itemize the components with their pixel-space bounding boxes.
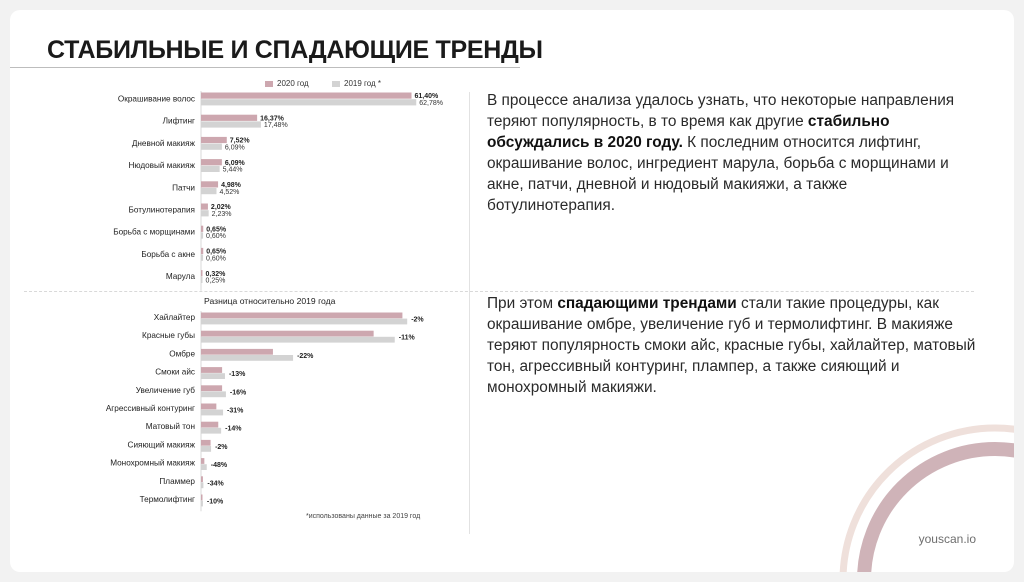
bar-2019-матовый-тон [201, 428, 221, 434]
bar-2019-лифтинг [201, 121, 261, 127]
diff-label-хайлайтер: -2% [411, 316, 424, 324]
category-label-нюдовый-макияж: Нюдовый макияж [128, 161, 195, 171]
bar-2019-дневной-макияж [201, 144, 222, 150]
value-label-2019-борьба-с-морщинами: 0,60% [206, 233, 226, 241]
category-label-лифтинг: Лифтинг [162, 116, 195, 126]
category-label-окрашивание-волос: Окрашивание волос [117, 94, 195, 104]
p1-text-end: К последним относится лифтинг, окрашивание волос, ингредиент марула, борьба с морщинами и акне, патчи, дневной и нюдовый макияжи, а также ботулинотерапия. [487, 134, 949, 214]
diff-label-смоки-айс: -13% [228, 371, 246, 379]
paragraph-declining [487, 293, 977, 398]
page-title: СТАБИЛЬНЫЕ И СПАДАЮЩИЕ ТРЕНДЫ [47, 36, 543, 64]
p2-text-end: стали такие процедуры, как окрашивание омбре, увеличение губ и термолифтинг. В макияже теряют популярность смоки айс, красные губы, хайлайтер, матовый тон, агрессивный контуринг, плампер, а также сияющий и монохромный макияжи. [487, 295, 976, 396]
value-label-2019-патчи: 4,52% [219, 188, 240, 196]
category-label-патчи: Патчи [172, 183, 195, 193]
p2-text: При этом [487, 295, 558, 312]
bar-2019-патчи [201, 188, 216, 194]
bar-2020-борьба-с-акне [201, 248, 203, 254]
diff-label-красные-губы: -11% [398, 334, 415, 342]
diff-label-увеличение-губ: -16% [229, 389, 247, 397]
paragraph-stable [487, 90, 977, 216]
bar-2019-хайлайтер [201, 319, 407, 325]
category-label-омбре: Омбре [169, 349, 195, 359]
category-label-пламмер: Пламмер [159, 476, 195, 486]
value-label-2019-ботулинотерапия: 2,23% [211, 211, 232, 218]
bar-2019-омбре [201, 355, 293, 361]
category-label-сияющий-макияж: Сияющий макияж [127, 440, 195, 450]
category-label-монохромный-макияж: Монохромный макияж [110, 458, 195, 468]
category-label-смоки-айс: Смоки айс [155, 367, 195, 377]
p1-bold: стабильно обсуждались в 2020 году. [487, 113, 890, 151]
value-label-2020-борьба-с-акне: 0,65% [206, 248, 227, 256]
bar-2020-патчи [201, 181, 218, 187]
bar-2020-борьба-с-морщинами [201, 226, 203, 232]
chart2-title: Разница относительно 2019 года [204, 296, 336, 306]
category-label-красные-губы: Красные губы [142, 331, 195, 341]
bar-2019-ботулинотерапия [201, 210, 209, 216]
bar-2020-монохромный-макияж [201, 458, 204, 464]
bar-2019-увеличение-губ [201, 391, 226, 397]
value-label-2020-лифтинг: 16,37% [260, 115, 284, 123]
bar-2019-сияющий-макияж [201, 446, 211, 452]
bar-2019-агрессивный-контуринг [201, 410, 223, 416]
bar-2019-окрашивание-волос [201, 99, 416, 105]
p1-text: В процессе анализа удалось узнать, что некоторые направления теряют популярность, в то время как другие [487, 92, 955, 130]
diff-label-термолифтинг: -10% [206, 498, 224, 506]
bar-2020-термолифтинг [201, 495, 203, 501]
legend-label-2019: 2019 год * [344, 79, 382, 88]
value-label-2019-окрашивание-волос: 62,78% [419, 100, 443, 107]
brand-logo: youscan.io [918, 532, 976, 546]
bar-2020-хайлайтер [201, 313, 402, 319]
bar-2019-монохромный-макияж [201, 464, 207, 470]
diff-label-сияющий-макияж: -2% [215, 443, 228, 451]
value-label-2020-патчи: 4,98% [221, 182, 241, 189]
bar-2019-термолифтинг [201, 501, 203, 507]
bar-2020-дневной-макияж [201, 137, 227, 143]
value-label-2020-марула: 0,32% [205, 270, 226, 278]
diff-label-пламмер: -34% [207, 480, 224, 488]
bar-2020-смоки-айс [201, 367, 222, 373]
category-label-борьба-с-морщинами: Борьба с морщинами [113, 227, 195, 237]
category-label-ботулинотерапия: Ботулинотерапия [128, 205, 195, 215]
bar-2019-марула [201, 277, 203, 283]
bar-2019-пламмер [201, 482, 203, 488]
bar-2020-пламмер [201, 476, 203, 482]
value-label-2019-лифтинг: 17,48% [263, 122, 288, 130]
bar-2020-агрессивный-контуринг [201, 404, 216, 410]
value-label-2020-дневной-макияж: 7,52% [229, 137, 250, 145]
diff-label-матовый-тон: -14% [225, 425, 242, 433]
value-label-2020-ботулинотерапия: 2,02% [210, 204, 231, 212]
diff-label-агрессивный-контуринг: -31% [227, 407, 244, 415]
category-label-хайлайтер: Хайлайтер [153, 313, 195, 322]
bar-2020-сияющий-макияж [201, 440, 211, 446]
bar-2019-борьба-с-морщинами [201, 232, 203, 238]
bar-2020-нюдовый-макияж [201, 159, 222, 165]
value-label-2020-борьба-с-морщинами: 0,65% [206, 226, 227, 234]
column-divider [469, 92, 470, 534]
bar-2020-матовый-тон [201, 422, 218, 428]
bar-charts [10, 10, 469, 530]
bar-2020-омбре [201, 349, 273, 355]
bar-2019-красные-губы [201, 337, 395, 343]
diff-label-монохромный-макияж: -48% [210, 462, 228, 470]
bar-2020-увеличение-губ [201, 385, 222, 391]
bar-2019-нюдовый-макияж [201, 166, 220, 172]
bar-2020-ботулинотерапия [201, 204, 208, 210]
bar-2020-окрашивание-волос [201, 93, 412, 99]
value-label-2019-борьба-с-акне: 0,60% [206, 255, 226, 263]
category-label-матовый-тон: Матовый тон [145, 422, 195, 432]
category-label-марула: Марула [165, 272, 195, 282]
bar-2020-лифтинг [201, 115, 257, 121]
bar-2019-борьба-с-акне [201, 255, 203, 261]
value-label-2020-нюдовый-макияж: 6,09% [224, 159, 245, 167]
bar-2020-красные-губы [201, 331, 374, 337]
category-label-агрессивный-контуринг: Агрессивный контуринг [105, 404, 195, 413]
value-label-2019-нюдовый-макияж: 5,44% [222, 166, 243, 174]
value-label-2020-окрашивание-волос: 61,40% [414, 93, 439, 101]
category-label-увеличение-губ: Увеличение губ [135, 385, 195, 395]
p2-bold: спадающими трендами [557, 295, 737, 312]
value-label-2019-марула: 0,25% [205, 277, 226, 285]
bar-2019-смоки-айс [201, 373, 225, 379]
value-label-2019-дневной-макияж: 6,09% [224, 144, 245, 152]
category-label-дневной-макияж: Дневной макияж [131, 138, 195, 148]
diff-label-омбре: -22% [297, 352, 314, 360]
legend-label-2020: 2020 год [277, 79, 309, 88]
ring-inner [864, 449, 1014, 572]
category-label-борьба-с-акне: Борьба с акне [141, 249, 195, 259]
bar-2020-марула [201, 270, 203, 276]
category-label-термолифтинг: Термолифтинг [139, 495, 195, 504]
ring-outer [843, 428, 1014, 572]
slide [10, 10, 1014, 572]
footnote: *использованы данные за 2019 год [306, 513, 421, 520]
